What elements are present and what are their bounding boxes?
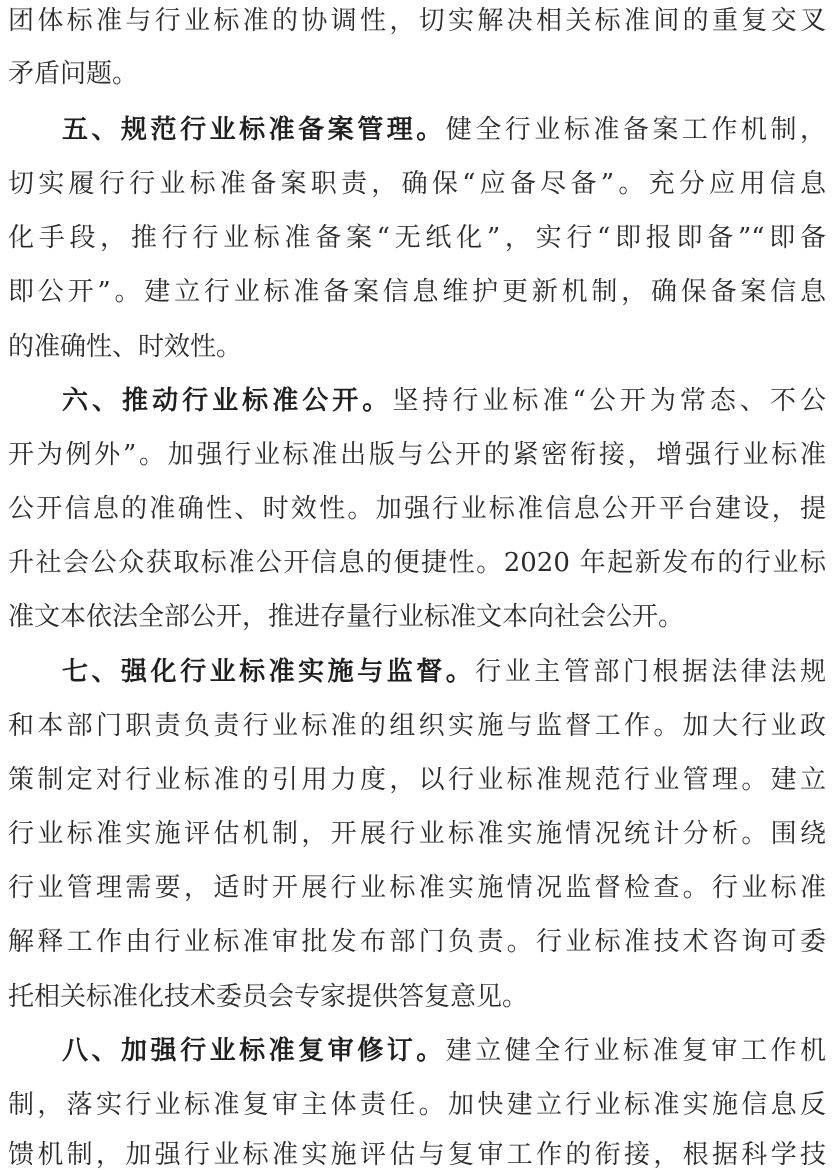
- section-heading: 八、加强行业标准复审修订。: [62, 1036, 446, 1066]
- section-5-first-line: [62, 113, 826, 147]
- text-line: [8, 871, 826, 905]
- line-text: 即公开”。建立行业标准备案信息维护更新机制，确保备案信息: [8, 277, 826, 307]
- section-6-first-line: [62, 384, 826, 418]
- text-line: [8, 4, 826, 38]
- line-text: 建立健全行业标准复审工作机: [445, 1036, 826, 1066]
- line-text: 行业管理需要，适时开展行业标准实施情况监督检查。行业标准: [8, 873, 826, 903]
- line-text: 团体标准与行业标准的协调性，切实解决相关标准间的重复交叉: [8, 6, 826, 36]
- text-line: [8, 546, 826, 580]
- text-line: [8, 600, 684, 634]
- text-line: [8, 817, 826, 851]
- section-heading: 七、强化行业标准实施与监督。: [62, 657, 476, 687]
- line-text: 行业标准实施评估机制，开展行业标准实施情况统计分析。围绕: [8, 819, 826, 849]
- text-line: [8, 438, 826, 472]
- line-text: 馈机制，加强行业标准实施评估与复审工作的衔接，根据科学技: [8, 1140, 826, 1170]
- line-text: 准文本依法全部公开，推进存量行业标准文本向社会公开。: [8, 602, 685, 632]
- line-text: 的准确性、时效性。: [8, 332, 243, 362]
- text-line: [8, 763, 826, 797]
- line-text: 切实履行行业标准备案职责，确保“应备尽备”。充分应用信息: [8, 169, 826, 199]
- text-line: [8, 980, 528, 1014]
- text-line: [8, 330, 242, 364]
- line-text: 策制定对行业标准的引用力度，以行业标准规范行业管理。建立: [8, 765, 826, 795]
- line-text: 和本部门职责负责行业标准的组织实施与监督工作。加大行业政: [8, 711, 826, 741]
- section-8-first-line: [62, 1034, 826, 1068]
- line-text: 化手段，推行行业标准备案“无纸化”，实行“即报即备”“即备: [8, 223, 826, 253]
- line-text: 开为例外”。加强行业标准出版与公开的紧密衔接，增强行业标准: [8, 440, 826, 470]
- text-line: [8, 275, 826, 309]
- document-page: [8, 0, 826, 1170]
- line-text: 解释工作由行业标准审批发布部门负责。行业标准技术咨询可委: [8, 927, 826, 957]
- text-line: [8, 1088, 826, 1122]
- text-line: [8, 925, 826, 959]
- text-line: [8, 492, 826, 526]
- line-text: 托相关标准化技术委员会专家提供答复意见。: [8, 982, 529, 1012]
- text-line: [8, 57, 138, 91]
- text-line: [8, 221, 826, 255]
- text-line: [8, 709, 826, 743]
- line-text: 升社会公众获取标准公开信息的便捷性。2020 年起新发布的行业标: [8, 548, 826, 578]
- line-text: 行业主管部门根据法律法规: [475, 657, 826, 687]
- text-line: [8, 1138, 826, 1170]
- line-text: 健全行业标准备案工作机制，: [445, 115, 826, 145]
- section-heading: 五、规范行业标准备案管理。: [62, 115, 446, 145]
- line-text: 坚持行业标准“公开为常态、不公: [392, 386, 826, 416]
- line-text: 制，落实行业标准复审主体责任。加快建立行业标准实施信息反: [8, 1090, 826, 1120]
- section-7-first-line: [62, 655, 826, 689]
- section-heading: 六、推动行业标准公开。: [62, 386, 393, 416]
- line-text: 公开信息的准确性、时效性。加强行业标准信息公开平台建设，提: [8, 494, 826, 524]
- text-line: [8, 167, 826, 201]
- line-text: 矛盾问题。: [8, 59, 139, 89]
